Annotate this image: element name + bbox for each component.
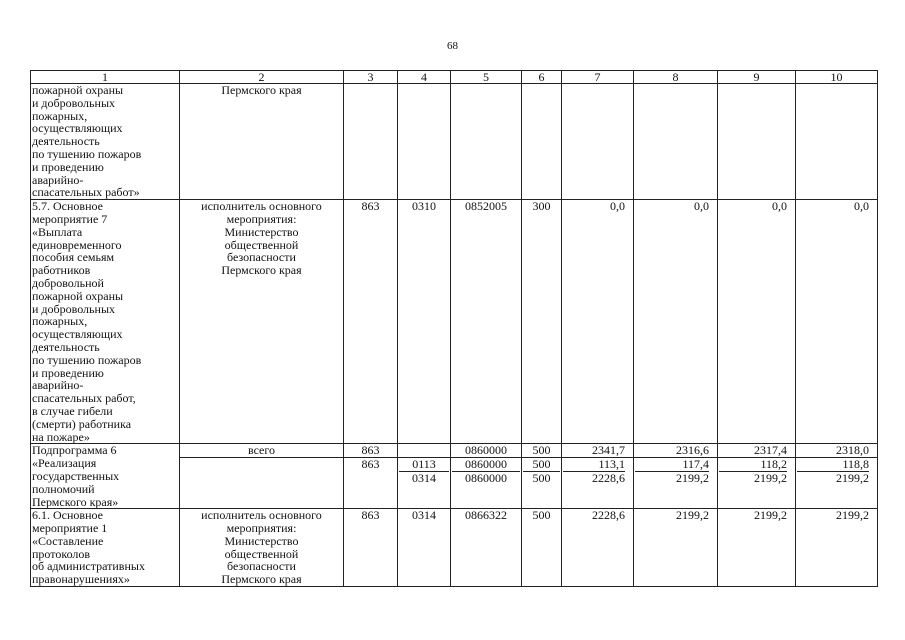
value-2014-cell: 2228,6 xyxy=(562,509,634,587)
table-row xyxy=(31,200,878,444)
value-2016-cell xyxy=(718,84,796,200)
value-2016-cell: 0,0 xyxy=(718,200,796,444)
csr-cell xyxy=(451,84,522,200)
executor-total-cell: всего xyxy=(180,444,344,458)
value-2016-cell: 118,2 2199,2 xyxy=(718,458,796,509)
header-cell: 2 xyxy=(180,71,344,84)
executor-cell: исполнитель основного мероприятия: Министерство общественной безопасности Пермского края xyxy=(180,509,344,587)
header-cell: 5 xyxy=(451,71,522,84)
value-2015-cell xyxy=(634,84,718,200)
header-cell: 8 xyxy=(634,71,718,84)
header-cell: 10 xyxy=(796,71,878,84)
csr-cell: 0852005 xyxy=(451,200,522,444)
vr-cell: 500 xyxy=(522,444,562,458)
csr-cell: 0860000 xyxy=(451,444,522,458)
rz-cell: 0310 xyxy=(398,200,451,444)
executor-cell: исполнитель основного мероприятия: Министерство общественной безопасности Пермского края xyxy=(180,200,344,444)
value-2017-cell: 2199,2 xyxy=(796,509,878,587)
value-2014-cell: 2341,7 xyxy=(562,444,634,458)
value-2014-cell: 113,1 2228,6 xyxy=(562,458,634,509)
ved-cell xyxy=(344,84,398,200)
vr-cell: 500 500 xyxy=(522,458,562,509)
subprogram-name-cell: Подпрограмма 6 «Реализация государственных полномочий Пермского края» xyxy=(31,444,180,509)
rz-cell xyxy=(398,444,451,458)
ved-cell: 863 xyxy=(344,458,398,509)
rz-cell xyxy=(398,84,451,200)
value-2017-cell: 118,8 2199,2 xyxy=(796,458,878,509)
value-2014-cell: 0,0 xyxy=(562,200,634,444)
value-2015-cell: 2199,2 xyxy=(634,509,718,587)
budget-table xyxy=(30,70,878,587)
header-cell: 7 xyxy=(562,71,634,84)
value-2014-cell xyxy=(562,84,634,200)
executor-cell xyxy=(180,458,344,509)
value-2015-cell: 117,4 2199,2 xyxy=(634,458,718,509)
vr-cell xyxy=(522,84,562,200)
header-cell: 1 xyxy=(31,71,180,84)
activity-name-cell: 6.1. Основное мероприятие 1 «Составление протоколов об административных правонарушениях» xyxy=(31,509,180,587)
header-cell: 9 xyxy=(718,71,796,84)
rz-cell: 0314 xyxy=(398,509,451,587)
vr-cell: 300 xyxy=(522,200,562,444)
value-2017-cell xyxy=(796,84,878,200)
ved-cell: 863 xyxy=(344,200,398,444)
activity-name-cell: пожарной охраны и добровольных пожарных, осуществляющих деятельность по тушению пожаров и проведению аварийно- спасательных работ» xyxy=(31,84,180,200)
ved-cell: 863 xyxy=(344,509,398,587)
value-2017-cell: 2318,0 xyxy=(796,444,878,458)
value-2015-cell: 0,0 xyxy=(634,200,718,444)
page-number: 68 xyxy=(447,40,458,52)
ved-cell: 863 xyxy=(344,444,398,458)
header-cell: 6 xyxy=(522,71,562,84)
csr-cell: 0860000 0860000 xyxy=(451,458,522,509)
table-row xyxy=(31,84,878,200)
activity-name-cell: 5.7. Основное мероприятие 7 «Выплата единовременного пособия семьям работников добровольной пожарной охраны и добровольных пожарных, осуществляющих деятельность по тушению пожаров и проведению аварийно- спасательных работ, в случае гибели (смерти) работника на пожаре» xyxy=(31,200,180,444)
value-2017-cell: 0,0 xyxy=(796,200,878,444)
rz-cell: 0113 0314 xyxy=(398,458,451,509)
executor-cell: Пермского края xyxy=(180,84,344,200)
csr-cell: 0866322 xyxy=(451,509,522,587)
table-row xyxy=(31,509,878,587)
value-2015-cell: 2316,6 xyxy=(634,444,718,458)
header-cell: 3 xyxy=(344,71,398,84)
table-row xyxy=(31,444,878,458)
header-cell: 4 xyxy=(398,71,451,84)
column-number-header xyxy=(31,71,878,84)
value-2016-cell: 2317,4 xyxy=(718,444,796,458)
vr-cell: 500 xyxy=(522,509,562,587)
value-2016-cell: 2199,2 xyxy=(718,509,796,587)
